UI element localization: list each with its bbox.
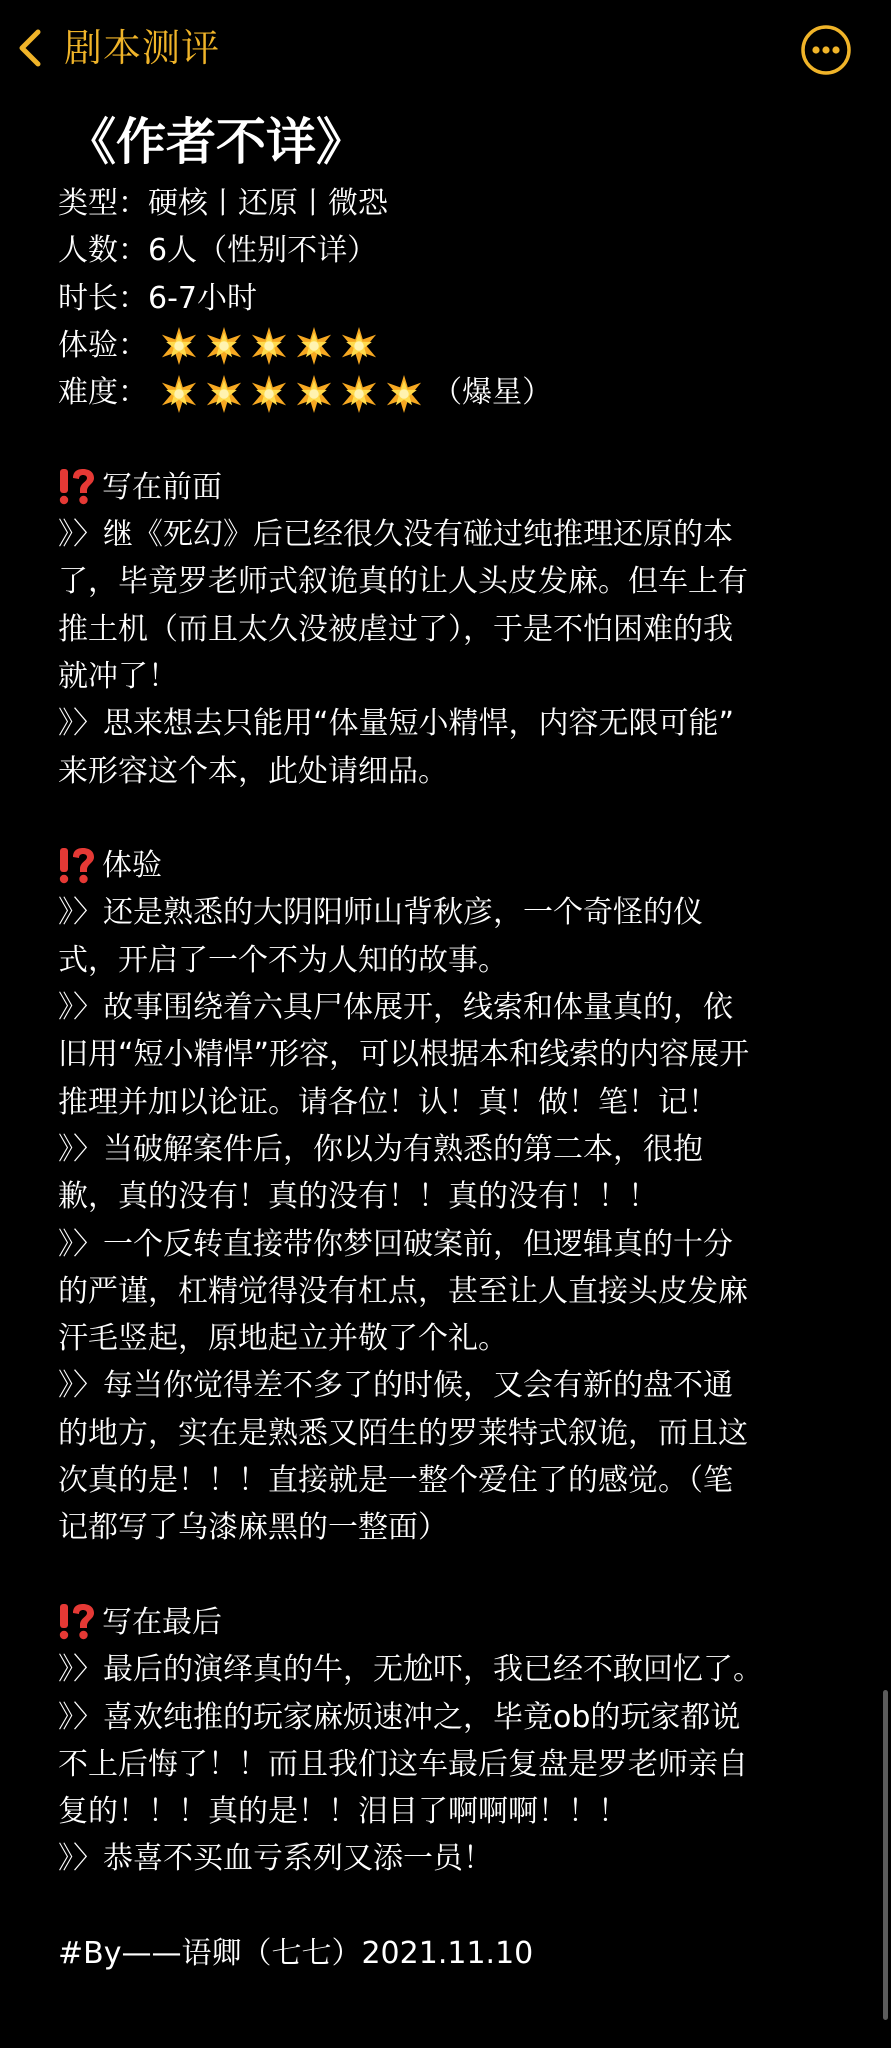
experience-stars: [160, 327, 378, 365]
meta-difficulty: [58, 369, 838, 416]
meta-players: 人数：6人（性别不详）: [58, 233, 378, 269]
paragraph-line: 记都写了乌漆麻黑的一整面）: [58, 1510, 448, 1546]
paragraph-line: 旧用“短小精悍”形容，可以根据本和线索的内容展开: [58, 1037, 750, 1073]
exclamation-question-icon: [58, 845, 98, 885]
section-heading-text: 写在最后: [102, 1604, 222, 1640]
difficulty-stars: [160, 375, 423, 413]
paragraph-line: 》〉一个反转直接带你梦回破案前，但逻辑真的十分: [58, 1226, 733, 1262]
spacer: [58, 1552, 838, 1599]
paragraph-line: 》〉继《死幻》后已经很久没有碰过纯推理还原的本: [58, 517, 733, 553]
post-sections: [58, 416, 838, 1882]
section-heading-text: 体验: [102, 848, 162, 884]
section-heading: [58, 1599, 838, 1646]
spacer: [58, 795, 838, 842]
paragraph-line: 次真的是！！！直接就是一整个爱住了的感觉。（笔: [58, 1463, 733, 1499]
glowing-star-icon: [340, 327, 378, 365]
meta-type: 类型：硬核丨还原丨微恐: [58, 186, 388, 221]
glowing-star-icon: [160, 375, 198, 413]
paragraph-line: 》〉恭喜不买血亏系列又添一员！: [58, 1841, 493, 1877]
difficulty-label: 难度：: [58, 375, 148, 411]
section-heading: [58, 842, 838, 889]
meta-duration: 时长：6-7小时: [58, 280, 257, 316]
more-button[interactable]: [800, 24, 852, 76]
glowing-star-icon: [250, 375, 288, 413]
chevron-left-icon: [10, 26, 54, 70]
nav-title: 剧本测评: [64, 26, 221, 70]
paragraph-line: 推土机（而且太久没被虐过了），于是不怕困难的我: [58, 611, 733, 647]
glowing-star-icon: [205, 327, 243, 365]
post-title: 《作者不详》: [66, 113, 366, 171]
paragraph-line: 复的！！！真的是！！泪目了啊啊啊！！！: [58, 1794, 628, 1830]
section-heading: [58, 464, 838, 511]
scrollbar[interactable]: [883, 1690, 888, 2020]
paragraph-line: 的严谨，杠精觉得没有杠点，甚至让人直接头皮发麻: [58, 1273, 748, 1309]
post-body: [58, 104, 838, 1977]
paragraph-line: 》〉思来想去只能用“体量短小精悍，内容无限可能”: [58, 706, 735, 742]
spacer: [58, 1883, 838, 1930]
paragraph-line: 》〉每当你觉得差不多了的时候，又会有新的盘不通: [58, 1368, 733, 1404]
back-button[interactable]: [10, 26, 54, 70]
paragraph-line: 不上后悔了！！而且我们这车最后复盘是罗老师亲自: [58, 1746, 748, 1782]
paragraph-line: 汗毛竖起，原地起立并敬了个礼。: [58, 1321, 508, 1357]
paragraph-line: 来形容这个本，此处请细品。: [58, 753, 448, 789]
paragraph-line: 式，开启了一个不为人知的故事。: [58, 942, 508, 978]
spacer: [58, 416, 838, 463]
experience-label: 体验：: [58, 327, 148, 363]
paragraph-line: 》〉还是熟悉的大阴阳师山背秋彦，一个奇怪的仪: [58, 895, 703, 931]
exclamation-question-icon: [58, 1601, 98, 1641]
glowing-star-icon: [160, 327, 198, 365]
paragraph-line: 》〉故事围绕着六具尸体展开，线索和体量真的，依: [58, 990, 733, 1026]
paragraph-line: 就冲了！: [58, 658, 178, 694]
nav-bar: [0, 0, 891, 104]
paragraph-line: 推理并加以论证。请各位！认！真！做！笔！记！: [58, 1084, 718, 1120]
meta-experience: [58, 322, 838, 369]
glowing-star-icon: [295, 375, 333, 413]
glowing-star-icon: [250, 327, 288, 365]
glowing-star-icon: [385, 375, 423, 413]
glowing-star-icon: [295, 327, 333, 365]
glowing-star-icon: [340, 375, 378, 413]
paragraph-line: 》〉当破解案件后，你以为有熟悉的第二本，很抱: [58, 1131, 703, 1167]
more-horizontal-icon: [800, 24, 852, 76]
glowing-star-icon: [205, 375, 243, 413]
section-heading-text: 写在前面: [102, 469, 222, 505]
paragraph-line: 的地方，实在是熟悉又陌生的罗莱特式叙诡，而且这: [58, 1415, 748, 1451]
paragraph-line: 》〉喜欢纯推的玩家麻烦速冲之，毕竟ob的玩家都说: [58, 1699, 741, 1735]
paragraph-line: 歉，真的没有！真的没有！！真的没有！！！: [58, 1179, 658, 1215]
paragraph-line: 了，毕竟罗老师式叙诡真的让人头皮发麻。但车上有: [58, 564, 748, 600]
signature: #By——语卿（七七）2021.11.10: [58, 1935, 534, 1971]
exclamation-question-icon: [58, 466, 98, 506]
paragraph-line: 》〉最后的演绎真的牛，无尬吓，我已经不敢回忆了。: [58, 1652, 763, 1688]
difficulty-note: （爆星）: [432, 375, 553, 411]
